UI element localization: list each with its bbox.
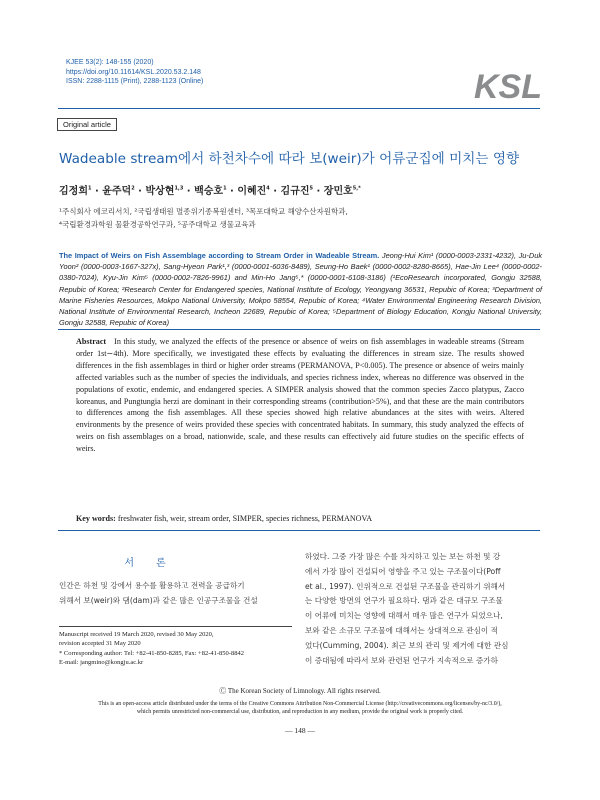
journal-info xyxy=(66,58,203,87)
abstract-label: Abstract xyxy=(76,337,107,346)
author-affiliation-mark: 4 xyxy=(266,185,270,192)
right-column-text xyxy=(305,550,543,668)
ksl-logo xyxy=(474,60,542,110)
author-name: 윤주덕 xyxy=(102,186,132,197)
logo-text: KSL xyxy=(474,68,542,106)
abstract-text: In this study, we analyzed the effects of the presence or absence of weirs on fish assemblages in wadeable streams (Stream order 1st∼4th). More specifically, we investigated these effects by evaluating the differences in stream size. The results showed differences in the fish assemblages in third or higher order streams (PERMANOVA, P<0.005). The presence or absence of weirs mainly affected variables such as the number of species the individuals, and species richness index, whereas no difference was observed in the populations of exotic, endemic, and endangered species. A SIMPER analysis showed that the common species Zacco platypus, Zacco koreanus, and Pungtungia herzi are dominant in their corresponding streams (contribution>5%), and that these are the main contributors to differences among the fish assemblages. All these species showed high relative abundances at the sites with weirs. Altered environments by the presence of weirs provided these species with concentrated habitats. In summary, this study analyzed the effects of weirs on fish assemblages on a broad, nationwide, scale, and these results can effectively aid future studies on the specific effects of weirs. xyxy=(76,337,524,454)
author-affiliation-mark: 1 xyxy=(223,185,227,192)
author-affiliation-mark: 2 xyxy=(131,185,135,192)
author-separator: · xyxy=(183,186,195,197)
author-affiliation-mark: 5,* xyxy=(352,185,361,192)
author-name: 이혜진 xyxy=(237,186,267,197)
footnote-line: revision accepted 31 May 2020 xyxy=(59,640,141,648)
author-affiliation-mark: 5 xyxy=(309,185,314,192)
article-type-badge: Original article xyxy=(57,118,117,131)
page-number: — 148 — xyxy=(285,726,315,735)
journal-citation: KJEE 53(2): 148-155 (2020) xyxy=(66,59,154,66)
english-title: The Impact of Weirs on Fish Assemblage according to Stream Order in Wadeable Stream. xyxy=(59,251,380,260)
author-name: 장민호 xyxy=(323,186,353,197)
keywords-text: freshwater fish, weir, stream order, SIMPER, species richness, PERMANOVA xyxy=(115,514,373,523)
footnote-line: * Corresponding author: Tel: +82-41-850-8285, Fax: +82-41-850-8842 xyxy=(59,649,244,657)
license-line: which permits unrestricted non-commercial use, distribution, and reproduction in any medium, provide the original work is properly cited. xyxy=(136,709,464,716)
author-separator: · xyxy=(134,186,146,197)
text-line: 위해서 보(weir)와 댐(dam)과 같은 많은 인공구조물을 건설 xyxy=(59,595,258,605)
author-separator: · xyxy=(91,186,103,197)
abstract xyxy=(76,336,524,455)
left-column-text xyxy=(59,579,292,609)
author-name: 김규진 xyxy=(280,186,310,197)
keywords-label: Key words: xyxy=(76,514,116,523)
author-separator: · xyxy=(226,186,238,197)
keywords-bottom-rule xyxy=(58,530,540,531)
abstract-top-rule xyxy=(58,329,540,330)
keywords xyxy=(76,514,524,523)
author-name: 김정희 xyxy=(59,186,88,197)
section-heading-introduction: 서론 xyxy=(124,558,188,569)
text-line: 이 어류에 미치는 영향에 대해서 매우 많은 연구가 되었으나, xyxy=(305,611,503,621)
text-line: 에서 가장 많이 건설되어 영향을 주고 있는 구조물이다(Poff xyxy=(305,566,501,576)
footnote-line: Manuscript received 19 March 2020, revised 30 May 2020, xyxy=(59,631,214,638)
text-line: 보와 같은 소규모 구조물에 대해서는 상대적으로 관심이 적 xyxy=(305,625,498,635)
text-line: 이 증대됨에 따라서 보와 관련된 연구가 지속적으로 증가하 xyxy=(305,655,498,665)
license-notice xyxy=(59,700,541,717)
paper-title: Wadeable stream에서 하천차수에 따라 보(weir)가 어류군집에 미치는 영향 xyxy=(59,151,520,167)
english-authors-affiliations: Jeong-Hui Kim¹ (0000-0003-2331-4232), Ju-Duk Yoon² (0000-0003-1667-327x), Sang-Hyeon Park¹,³ (0000-0001-6036-8489), Seung-Ho Baek¹ (0000-0002-8280-8665), Hae-Jin Lee⁴ (0000-0002-0380-7024), Kyu-Jin Kim⁵ (0000-0002-7826-9961) and Min-Ho Jang⁵,* (0000-0001-6108-3186) (¹EcoResearch incorporated, Gongju 32588, Repubic of Korea; ²Research Center for Endangered species, National Institute of Ecology, Yeongyang 36531, Repubic of Korea; ³Department of Marine Fisheries Resources, Mokpo National University, Mokpo 58554, Repubic of Korea; ⁴Water Environmental Engineering Research Division, National Institute of Environmental Research, Incheon 22689, Repubic of Korea; ⁵Department of Biology Education, Kongju National University, Gongju 32588, Repubic of Korea) xyxy=(59,251,543,328)
affiliation-line: ⁴국립환경과학원 물환경공학연구과, ⁵공주대학교 생물교육과 xyxy=(59,219,256,229)
footnote-rule xyxy=(59,626,292,627)
affiliations-ko xyxy=(59,206,541,231)
journal-doi[interactable]: https://doi.org/10.11614/KSL.2020.53.2.148 xyxy=(66,68,201,76)
footnote-line: E-mail: jangmino@kongju.ac.kr xyxy=(59,659,144,667)
author-affiliation-mark: 1,3 xyxy=(174,185,184,192)
author-separator: · xyxy=(269,186,281,197)
journal-issn: ISSN: 2288-1115 (Print), 2288-1123 (Online) xyxy=(66,78,204,86)
header-rule xyxy=(58,108,540,109)
english-citation-block xyxy=(59,250,542,328)
text-line: 었다(Cumming, 2004). 최근 보의 관리 및 제거에 대한 관심 xyxy=(305,640,509,650)
text-line: 하였다. 그중 가장 많은 수를 차지하고 있는 보는 하천 및 강 xyxy=(305,552,501,561)
author-affiliation-mark: 1 xyxy=(87,185,92,192)
license-line: This is an open-access article distributed under the terms of the Creative Commons Attribution Non-Commercial License (http://creativecommons.org/licenses/by-nc/3.0/), xyxy=(98,701,502,707)
text-line: et al., 1997). 인위적으로 건설된 구조물을 관리하기 위해서 xyxy=(305,581,506,591)
footnotes xyxy=(59,630,292,668)
author-name: 백승호 xyxy=(194,186,224,197)
copyright-notice: Ⓒ The Korean Society of Limnology. All rights reserved. xyxy=(219,687,381,695)
text-line: 는 다양한 방면의 연구가 필요하다. 댐과 같은 대규모 구조물 xyxy=(305,596,503,606)
text-line: 인간은 하천 및 강에서 용수를 활용하고 전력을 공급하기 xyxy=(59,581,245,590)
affiliation-line: ¹주식회사 에코리서치, ²국립생태원 멸종위기종복원센터, ³목포대학교 해양수산자원학과, xyxy=(59,207,348,216)
author-list xyxy=(59,182,361,197)
author-separator: · xyxy=(313,186,324,197)
author-name: 박상현 xyxy=(145,186,175,197)
